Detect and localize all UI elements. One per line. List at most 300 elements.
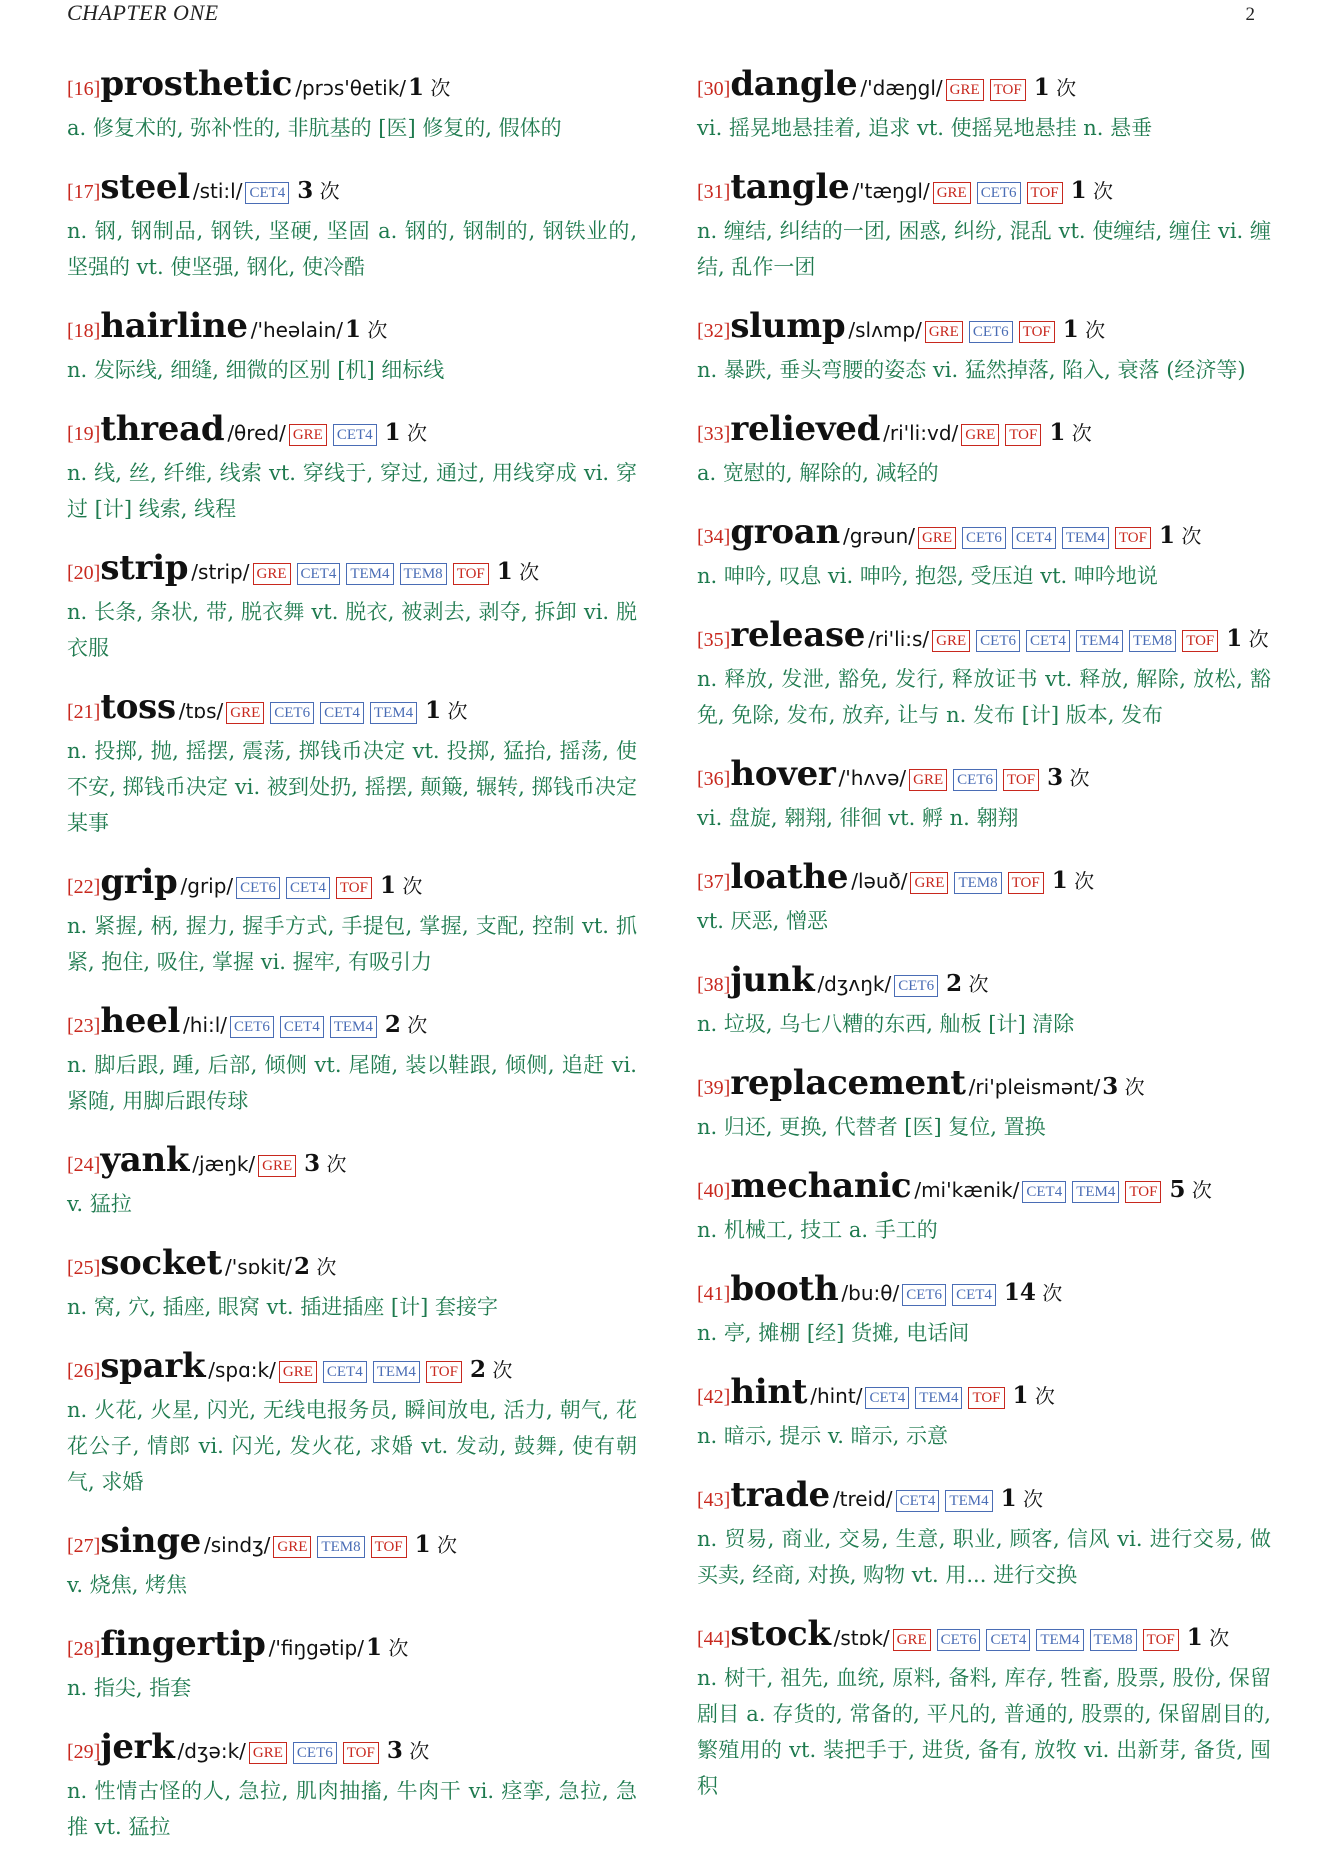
frequency-count (366, 1636, 408, 1660)
entry-head (697, 613, 1271, 663)
frequency-number: 1 (1062, 316, 1079, 343)
exam-tag: TEM8 (954, 872, 1001, 894)
exam-tags (933, 183, 1069, 202)
entry-index: [27] (67, 1535, 101, 1557)
definition: n. 脚后跟, 踵, 后部, 倾侧 vt. 尾随, 装以鞋跟, 倾侧, 追赶 vi. 紧随, 用脚后跟传球 (67, 1053, 637, 1113)
entry-head (67, 546, 637, 596)
entry-head (67, 860, 637, 910)
exam-tag: CET4 (245, 182, 289, 204)
exam-tag: TOF (1003, 769, 1039, 791)
headword: trade (730, 1475, 830, 1515)
entry-index: [24] (67, 1154, 101, 1176)
exam-tag: GRE (273, 1536, 311, 1558)
headword: fingertip (100, 1624, 266, 1664)
exam-tag: TOF (1143, 1629, 1179, 1651)
exam-tag: TOF (1008, 872, 1044, 894)
headword: stock (730, 1614, 831, 1654)
entry-index: [16] (67, 78, 101, 100)
phonetic: /grip/ (180, 874, 234, 898)
vocab-entry (67, 860, 637, 980)
entry-index: [40] (697, 1180, 731, 1202)
vocab-entry (67, 165, 637, 285)
vocab-entry (697, 1061, 1271, 1145)
entry-head (67, 165, 637, 215)
definition: n. 暗示, 提示 v. 暗示, 示意 (697, 1424, 948, 1448)
running-head: CHAPTER ONE (67, 0, 219, 25)
exam-tag: TEM4 (330, 1016, 377, 1038)
frequency-number: 3 (304, 1150, 321, 1177)
exam-tags (273, 1537, 412, 1556)
entry-head (697, 855, 1271, 905)
exam-tag: GRE (925, 321, 963, 343)
frequency-number: 1 (379, 872, 396, 899)
frequency-count (497, 560, 539, 584)
vocab-entry (697, 165, 1271, 285)
definition: n. 投掷, 抛, 摇摆, 震荡, 掷钱币决定 vt. 投掷, 猛抬, 摇荡, 使不安, 掷钱币决定 vi. 被到处扔, 摇摆, 颠簸, 辗转, 掷钱币决定某事 (67, 739, 637, 835)
headword: socket (100, 1243, 222, 1283)
phonetic: /ri'li:s/ (868, 627, 930, 651)
exam-tag: CET4 (896, 1490, 940, 1512)
vocab-entry (67, 304, 637, 388)
frequency-number: 3 (1047, 764, 1064, 791)
phonetic: /dʒʌŋk/ (817, 972, 892, 996)
exam-tags (230, 1017, 383, 1036)
phonetic: /'sɒkit/ (224, 1255, 293, 1279)
entry-index: [17] (67, 181, 101, 203)
entry-head (697, 1164, 1271, 1214)
exam-tag: TOF (336, 877, 372, 899)
frequency-unit: 次 (402, 874, 423, 898)
frequency-number: 5 (1169, 1176, 1186, 1203)
headword: jerk (100, 1727, 175, 1767)
exam-tag: TOF (1125, 1181, 1161, 1203)
definition: n. 垃圾, 乌七八糟的东西, 舢板 [计] 清除 (697, 1012, 1075, 1036)
vocab-entry (67, 1138, 637, 1222)
definition: v. 猛拉 (67, 1192, 132, 1216)
frequency-count (1049, 421, 1091, 445)
frequency-count (1159, 524, 1201, 548)
frequency-count (408, 76, 450, 100)
frequency-count (1063, 318, 1105, 342)
exam-tag: TOF (1115, 527, 1151, 549)
exam-tags (865, 1388, 1010, 1407)
definition: n. 钢, 钢制品, 钢铁, 坚硬, 坚固 a. 钢的, 钢制的, 钢铁业的, 坚强的 vt. 使坚强, 钢化, 使冷酷 (67, 219, 637, 279)
frequency-count (380, 874, 422, 898)
frequency-unit: 次 (1248, 627, 1269, 651)
exam-tag: CET6 (902, 1284, 946, 1306)
vocab-entry (67, 546, 637, 666)
phonetic: /'heəlain/ (250, 318, 344, 342)
entry-head (67, 1241, 637, 1291)
frequency-count (1187, 1626, 1229, 1650)
entry-index: [32] (697, 320, 731, 342)
headword: strip (100, 548, 189, 588)
entry-index: [22] (67, 876, 101, 898)
headword: dangle (730, 64, 858, 104)
exam-tag: TOF (1019, 321, 1055, 343)
exam-tag: TOF (371, 1536, 407, 1558)
exam-tag: CET4 (280, 1016, 324, 1038)
vocab-entry (697, 1612, 1271, 1804)
definition: vi. 盘旋, 翱翔, 徘徊 vt. 孵 n. 翱翔 (697, 806, 1019, 830)
frequency-number: 3 (386, 1737, 403, 1764)
exam-tag: GRE (893, 1629, 931, 1651)
frequency-count (385, 421, 427, 445)
frequency-number: 1 (1226, 625, 1243, 652)
frequency-count (1034, 76, 1076, 100)
exam-tags (279, 1362, 468, 1381)
headword: toss (100, 687, 176, 727)
entry-index: [28] (67, 1638, 101, 1660)
frequency-number: 1 (345, 316, 362, 343)
phonetic: /hint/ (810, 1384, 863, 1408)
exam-tags (249, 1743, 385, 1762)
phonetic: /bu:θ/ (841, 1281, 900, 1305)
vocab-entry (697, 1164, 1271, 1248)
entry-head (697, 1473, 1271, 1523)
exam-tag: TEM4 (1076, 630, 1123, 652)
phonetic: /hi:l/ (183, 1013, 228, 1037)
exam-tags (245, 183, 295, 202)
entry-head (697, 752, 1271, 802)
frequency-count (1004, 1281, 1062, 1305)
frequency-count (345, 318, 387, 342)
phonetic: /sti:l/ (192, 179, 243, 203)
frequency-unit: 次 (407, 1013, 428, 1037)
vocab-entry (697, 1267, 1271, 1351)
left-column (67, 62, 637, 1864)
entry-head (67, 1519, 637, 1569)
headword: thread (100, 409, 225, 449)
vocab-entry (697, 752, 1271, 836)
frequency-number: 1 (1186, 1624, 1203, 1651)
definition: n. 窝, 穴, 插座, 眼窝 vt. 插进插座 [计] 套接字 (67, 1295, 498, 1319)
entry-head (67, 407, 637, 457)
definition: n. 机械工, 技工 a. 手工的 (697, 1218, 938, 1242)
vocab-entry (67, 1519, 637, 1603)
exam-tags (894, 976, 944, 995)
entry-index: [25] (67, 1257, 101, 1279)
entry-index: [36] (697, 768, 731, 790)
exam-tag: TEM4 (1062, 527, 1109, 549)
exam-tags (902, 1285, 1002, 1304)
definition: n. 树干, 祖先, 血统, 原料, 备料, 库存, 牲畜, 股票, 股份, 保留剧目 a. 存货的, 常备的, 平凡的, 普通的, 股票的, 保留剧目的, 繁殖用的 vt. 装把手于, 进货, 备有, 放牧 vi. 出新芽, 备货, 囤积 (697, 1666, 1271, 1798)
exam-tag: GRE (253, 563, 291, 585)
frequency-unit: 次 (388, 1636, 409, 1660)
entry-index: [33] (697, 423, 731, 445)
exam-tag: CET4 (865, 1387, 909, 1409)
frequency-number: 3 (297, 177, 314, 204)
phonetic: /grəun/ (842, 524, 916, 548)
exam-tag: TOF (453, 563, 489, 585)
frequency-unit: 次 (1071, 421, 1092, 445)
exam-tags (925, 322, 1061, 341)
exam-tag: CET4 (297, 563, 341, 585)
entry-index: [44] (697, 1628, 731, 1650)
phonetic: /sindʒ/ (204, 1533, 271, 1557)
entry-head (67, 685, 637, 735)
frequency-number: 1 (1000, 1485, 1017, 1512)
vocab-entry (697, 510, 1271, 594)
phonetic: /mi'kænik/ (914, 1178, 1020, 1202)
frequency-count (297, 179, 339, 203)
exam-tag: TEM8 (1090, 1629, 1137, 1651)
exam-tag: CET6 (894, 975, 938, 997)
entry-head (67, 999, 637, 1049)
entry-index: [42] (697, 1386, 731, 1408)
entry-index: [30] (697, 78, 731, 100)
entry-head (697, 510, 1271, 560)
frequency-count (415, 1533, 457, 1557)
entry-index: [31] (697, 181, 731, 203)
vocab-entry (67, 62, 637, 146)
headword: steel (100, 167, 190, 207)
exam-tag: GRE (226, 702, 264, 724)
exam-tag: TOF (968, 1387, 1004, 1409)
phonetic: /tɒs/ (178, 699, 224, 723)
exam-tags (236, 878, 378, 897)
exam-tags (910, 873, 1049, 892)
definition: n. 缠结, 纠结的一团, 困惑, 纠纷, 混乱 vt. 使缠结, 缠住 vi. 缠结, 乱作一团 (697, 219, 1271, 279)
frequency-count (1001, 1487, 1043, 1511)
frequency-unit: 次 (1124, 1075, 1145, 1099)
entry-head (67, 62, 637, 112)
headword: prosthetic (100, 64, 293, 104)
entry-index: [26] (67, 1360, 101, 1382)
exam-tag: GRE (910, 872, 948, 894)
frequency-count (1169, 1178, 1211, 1202)
frequency-number: 2 (946, 970, 963, 997)
exam-tag: TEM4 (373, 1361, 420, 1383)
definition: n. 线, 丝, 纤维, 线索 vt. 穿线于, 穿过, 通过, 用线穿成 vi. 穿过 [计] 线索, 线程 (67, 461, 637, 521)
frequency-unit: 次 (492, 1358, 513, 1382)
vocab-entry (697, 304, 1271, 388)
exam-tag: TEM4 (945, 1490, 992, 1512)
exam-tag: CET4 (1012, 527, 1056, 549)
frequency-number: 2 (469, 1356, 486, 1383)
frequency-unit: 次 (437, 1533, 458, 1557)
headword: junk (730, 960, 815, 1000)
frequency-number: 1 (384, 419, 401, 446)
exam-tag: CET6 (976, 630, 1020, 652)
exam-tag: GRE (961, 424, 999, 446)
exam-tags (946, 80, 1032, 99)
definition: vt. 厌恶, 憎恶 (697, 909, 829, 933)
exam-tag: CET4 (286, 877, 330, 899)
frequency-count (470, 1358, 512, 1382)
definition: n. 释放, 发泄, 豁免, 发行, 释放证书 vt. 释放, 解除, 放松, 豁免, 免除, 发布, 放弃, 让与 n. 发布 [计] 版本, 发布 (697, 667, 1271, 727)
exam-tag: GRE (918, 527, 956, 549)
definition: vi. 摇晃地悬挂着, 追求 vt. 使摇晃地悬挂 n. 悬垂 (697, 116, 1153, 140)
phonetic: /treid/ (832, 1487, 893, 1511)
vocab-entry (67, 1725, 637, 1845)
frequency-count (1071, 179, 1113, 203)
headword: yank (100, 1140, 190, 1180)
exam-tag: TOF (990, 79, 1026, 101)
headword: grip (100, 862, 178, 902)
vocab-entry (697, 1473, 1271, 1593)
exam-tag: GRE (289, 424, 327, 446)
exam-tags (1022, 1182, 1167, 1201)
phonetic: /prɔs'θetik/ (295, 76, 407, 100)
frequency-number: 1 (1012, 1382, 1029, 1409)
definition: a. 宽慰的, 解除的, 减轻的 (697, 461, 939, 485)
entry-head (697, 407, 1271, 457)
exam-tags (258, 1156, 302, 1175)
entry-index: [20] (67, 562, 101, 584)
frequency-unit: 次 (1042, 1281, 1063, 1305)
phonetic: /spɑ:k/ (208, 1358, 276, 1382)
entry-head (67, 1138, 637, 1188)
frequency-count (946, 972, 988, 996)
exam-tag: CET6 (230, 1016, 274, 1038)
headword: booth (730, 1269, 839, 1309)
definition: n. 贸易, 商业, 交易, 生意, 职业, 顾客, 信风 vi. 进行交易, 做买卖, 经商, 对换, 购物 vt. 用... 进行交换 (697, 1527, 1271, 1587)
definition: v. 烧焦, 烤焦 (67, 1573, 188, 1597)
exam-tags (253, 564, 495, 583)
phonetic: /dʒə:k/ (177, 1739, 246, 1763)
definition: n. 亭, 摊棚 [经] 货摊, 电话间 (697, 1321, 970, 1345)
exam-tag: CET4 (323, 1361, 367, 1383)
frequency-count (1047, 766, 1089, 790)
frequency-unit: 次 (326, 1152, 347, 1176)
exam-tag: CET4 (1022, 1181, 1066, 1203)
vocab-entry (67, 1344, 637, 1500)
frequency-unit: 次 (1085, 318, 1106, 342)
frequency-number: 14 (1003, 1279, 1036, 1306)
frequency-unit: 次 (316, 1255, 337, 1279)
frequency-number: 1 (365, 1634, 382, 1661)
entry-head (67, 304, 637, 354)
frequency-unit: 次 (407, 421, 428, 445)
definition: a. 修复术的, 弥补性的, 非肮基的 [医] 修复的, 假体的 (67, 116, 562, 140)
definition: n. 长条, 条状, 带, 脱衣舞 vt. 脱衣, 被剥去, 剥夺, 拆卸 vi. 脱衣服 (67, 600, 637, 660)
vocab-entry (67, 407, 637, 527)
exam-tag: CET4 (986, 1629, 1030, 1651)
frequency-count (1226, 627, 1268, 651)
frequency-unit: 次 (1056, 76, 1077, 100)
headword: slump (730, 306, 846, 346)
exam-tag: TOF (1005, 424, 1041, 446)
frequency-number: 1 (425, 697, 442, 724)
exam-tag: CET4 (320, 702, 364, 724)
frequency-unit: 次 (1022, 1487, 1043, 1511)
entry-head (697, 165, 1271, 215)
definition: n. 暴跌, 垂头弯腰的姿态 vi. 猛然掉落, 陷入, 衰落 (经济等) (697, 358, 1246, 382)
exam-tag: TOF (1182, 630, 1218, 652)
entry-head (697, 1612, 1271, 1662)
exam-tags (289, 425, 383, 444)
headword: groan (730, 512, 840, 552)
frequency-unit: 次 (319, 179, 340, 203)
exam-tag: GRE (946, 79, 984, 101)
phonetic: /ri'pleismənt/ (968, 1075, 1101, 1099)
entry-head (697, 1061, 1271, 1111)
entry-index: [38] (697, 974, 731, 996)
exam-tag: CET6 (969, 321, 1013, 343)
entry-index: [43] (697, 1489, 731, 1511)
exam-tags (909, 770, 1045, 789)
exam-tag: CET6 (977, 182, 1021, 204)
headword: hint (730, 1372, 808, 1412)
phonetic: /strip/ (191, 560, 250, 584)
frequency-count (1013, 1384, 1055, 1408)
exam-tag: TEM8 (1129, 630, 1176, 652)
exam-tag: GRE (279, 1361, 317, 1383)
entry-index: [29] (67, 1741, 101, 1763)
definition: n. 发际线, 细缝, 细微的区别 [机] 细标线 (67, 358, 445, 382)
headword: tangle (730, 167, 850, 207)
vocab-entry (697, 62, 1271, 146)
frequency-unit: 次 (1181, 524, 1202, 548)
definition: n. 紧握, 柄, 握力, 握手方式, 手提包, 掌握, 支配, 控制 vt. 抓紧, 抱住, 吸住, 掌握 vi. 握牢, 有吸引力 (67, 914, 637, 974)
vocab-entry (67, 685, 637, 841)
exam-tag: TEM4 (1036, 1629, 1083, 1651)
phonetic: /'fiŋgətip/ (268, 1636, 364, 1660)
exam-tag: TOF (343, 1742, 379, 1764)
headword: mechanic (730, 1166, 912, 1206)
phonetic: /'dæŋgl/ (860, 76, 943, 100)
headword: singe (100, 1521, 202, 1561)
exam-tag: GRE (258, 1155, 296, 1177)
frequency-number: 2 (384, 1011, 401, 1038)
exam-tag: TEM4 (1072, 1181, 1119, 1203)
exam-tag: CET6 (270, 702, 314, 724)
phonetic: /'tæŋgl/ (852, 179, 930, 203)
exam-tag: TOF (426, 1361, 462, 1383)
entry-index: [21] (67, 701, 101, 723)
frequency-number: 2 (294, 1253, 311, 1280)
vocab-entry (697, 613, 1271, 733)
exam-tag: TEM8 (317, 1536, 364, 1558)
frequency-unit: 次 (1191, 1178, 1212, 1202)
entry-head (67, 1622, 637, 1672)
frequency-unit: 次 (968, 972, 989, 996)
frequency-unit: 次 (1034, 1384, 1055, 1408)
exam-tag: CET6 (236, 877, 280, 899)
exam-tag: CET6 (962, 527, 1006, 549)
exam-tag: CET4 (1026, 630, 1070, 652)
phonetic: /θred/ (227, 421, 286, 445)
headword: relieved (730, 409, 881, 449)
vocab-entry (67, 1622, 637, 1706)
exam-tag: GRE (909, 769, 947, 791)
entry-index: [39] (697, 1077, 731, 1099)
vocab-entry (697, 958, 1271, 1042)
headword: release (730, 615, 866, 655)
vocab-entry (67, 1241, 637, 1325)
exam-tag: CET6 (293, 1742, 337, 1764)
exam-tag: GRE (932, 630, 970, 652)
entry-index: [41] (697, 1283, 731, 1305)
exam-tag: TEM4 (346, 563, 393, 585)
exam-tag: TEM8 (400, 563, 447, 585)
frequency-count (304, 1152, 346, 1176)
exam-tags (226, 703, 423, 722)
exam-tags (932, 631, 1224, 650)
definition: n. 呻吟, 叹息 vi. 呻吟, 抱怨, 受压迫 vt. 呻吟地说 (697, 564, 1158, 588)
exam-tags (961, 425, 1047, 444)
exam-tags (918, 528, 1157, 547)
frequency-number: 1 (1033, 74, 1050, 101)
frequency-unit: 次 (519, 560, 540, 584)
frequency-count (385, 1013, 427, 1037)
vocab-entry (697, 855, 1271, 939)
frequency-unit: 次 (447, 699, 468, 723)
vocab-entry (67, 999, 637, 1119)
frequency-unit: 次 (1069, 766, 1090, 790)
frequency-number: 1 (414, 1531, 431, 1558)
